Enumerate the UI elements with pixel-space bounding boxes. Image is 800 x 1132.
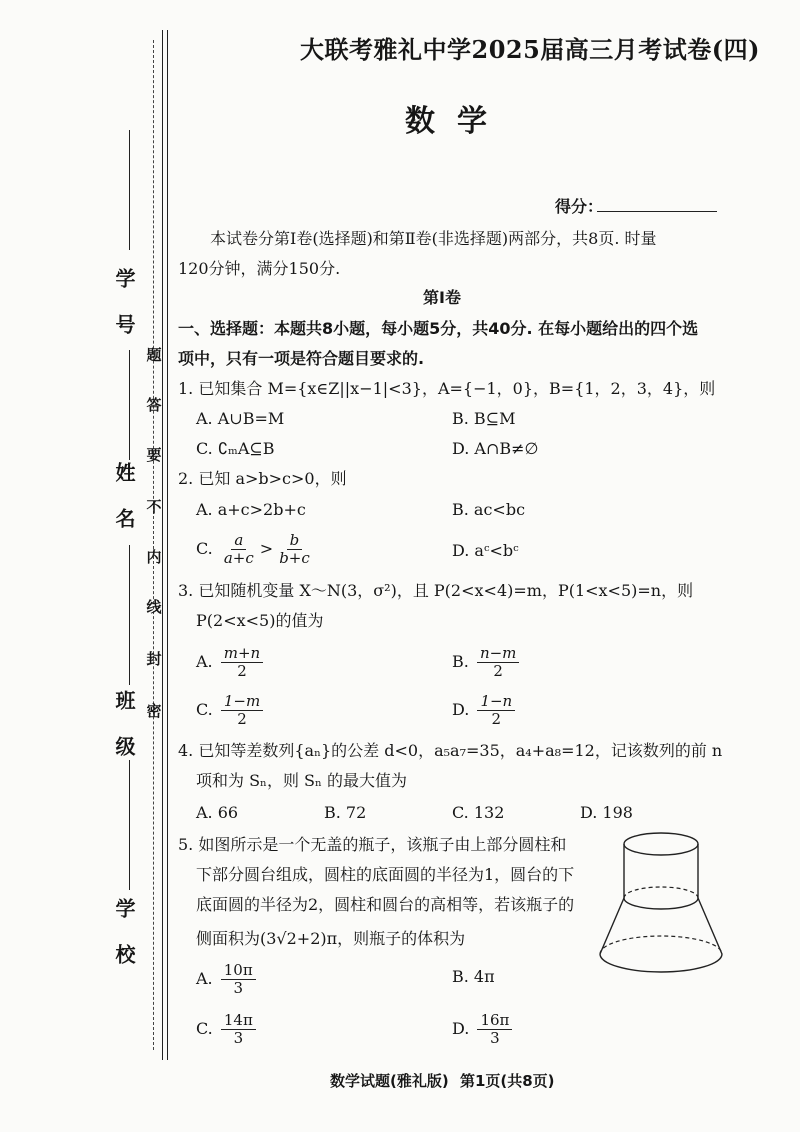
q5-a-prefix: A. xyxy=(196,969,213,988)
q3-option-d[interactable] xyxy=(452,693,518,728)
q3-c-den: 2 xyxy=(237,710,247,728)
frustum-right-side xyxy=(698,898,722,954)
q3-b-num: n−m xyxy=(477,645,519,663)
joint-front-arc xyxy=(624,898,698,909)
q5-d-den: 3 xyxy=(490,1029,500,1047)
q5-stem-2: 下部分圆台组成，圆柱的底面圆的半径为1，圆台的下 xyxy=(196,865,575,884)
q3-option-b[interactable] xyxy=(452,645,522,680)
blank-class[interactable] xyxy=(129,545,130,685)
footer-subject: 数学试题(雅礼版) xyxy=(330,1072,449,1090)
intro-line-2: 120分钟，满分150分. xyxy=(178,259,341,278)
q4-stem-2: 项和为 Sₙ，则 Sₙ 的最大值为 xyxy=(196,771,408,790)
subject-heading: 数学 xyxy=(405,104,509,139)
q5-d-num: 16π xyxy=(477,1012,512,1030)
section-line-1: 一、选择题：本题共8小题，每小题5分，共40分. 在每小题给出的四个选 xyxy=(178,319,699,338)
blank-name[interactable] xyxy=(129,350,130,460)
label-student-id xyxy=(110,268,134,360)
q2-c-fraction-1 xyxy=(221,532,257,567)
part-heading: 第Ⅰ卷 xyxy=(423,288,461,307)
q4-option-b[interactable]: B. 72 xyxy=(324,803,367,822)
label-class-text: 班级 xyxy=(112,690,136,782)
q4-option-c[interactable]: C. 132 xyxy=(452,803,505,822)
q2-option-b[interactable]: B. ac<bc xyxy=(452,500,526,519)
q2-option-a[interactable]: A. a+c>2b+c xyxy=(196,500,306,519)
seal-char-1: 密 xyxy=(146,702,162,720)
q2-option-c[interactable] xyxy=(196,532,316,567)
q5-stem-4: 侧面积为(3√2+2)π，则瓶子的体积为 xyxy=(196,929,466,948)
bottle-top-rim xyxy=(624,833,698,855)
q3-b-den: 2 xyxy=(493,662,503,680)
q2-c-num-2: b xyxy=(287,532,303,550)
q1-stem: 1. 已知集合 M={x∈Z||x−1|<3}，A={−1，0}，B={1，2，3，4}，则 xyxy=(178,379,716,398)
q3-c-prefix: C. xyxy=(196,700,213,719)
q3-a-prefix: A. xyxy=(196,652,213,671)
q1-option-d[interactable]: D. A∩B≠∅ xyxy=(452,439,539,458)
q3-d-num: 1−n xyxy=(477,693,515,711)
seal-char-6: 要 xyxy=(146,446,162,464)
q3-option-c[interactable] xyxy=(196,693,266,728)
q5-stem-3: 底面圆的半径为2，圆柱和圆台的高相等，若该瓶子的 xyxy=(196,895,575,914)
q5-c-den: 3 xyxy=(233,1029,244,1047)
page-footer xyxy=(330,1070,561,1091)
blank-student-id[interactable] xyxy=(129,130,130,250)
label-class xyxy=(110,690,134,782)
q2-c-den-1: a+c xyxy=(223,549,254,567)
blank-school[interactable] xyxy=(129,760,130,890)
score-label: 得分： xyxy=(555,197,604,216)
label-school-text: 学校 xyxy=(112,898,136,990)
seal-char-4: 内 xyxy=(146,548,162,566)
bottle-figure xyxy=(596,820,726,990)
q3-b-prefix: B. xyxy=(452,652,469,671)
q3-a-fraction xyxy=(221,645,263,680)
q1-option-c[interactable]: C. ∁ₘA⊆B xyxy=(196,439,275,458)
bottom-back-arc xyxy=(600,936,722,954)
q5-d-fraction xyxy=(477,1012,512,1047)
q3-d-den: 2 xyxy=(491,710,502,728)
footer-page-number: 第1页(共8页) xyxy=(459,1072,555,1090)
q5-d-prefix: D. xyxy=(452,1019,470,1038)
seal-dashed-line xyxy=(153,40,154,1050)
section-line-2: 项中，只有一项是符合题目要求的. xyxy=(178,349,425,368)
exam-title: 大联考雅礼中学2025届高三月考试卷(四) xyxy=(300,35,761,64)
joint-back-arc xyxy=(624,887,698,898)
q2-stem: 2. 已知 a>b>c>0，则 xyxy=(178,469,347,488)
seal-char-8: 题 xyxy=(146,346,162,364)
seal-char-7: 答 xyxy=(146,396,162,414)
q1-option-a[interactable]: A. A∪B=M xyxy=(196,409,285,428)
label-name xyxy=(110,462,134,554)
label-student-id-text: 学号 xyxy=(112,268,136,360)
q5-option-d[interactable] xyxy=(452,1012,515,1047)
q3-d-prefix: D. xyxy=(452,700,470,719)
score-input-line[interactable] xyxy=(597,211,717,212)
q2-c-den-2: b+c xyxy=(279,549,310,567)
seal-char-2: 封 xyxy=(146,650,162,668)
q3-b-fraction xyxy=(477,645,519,680)
q4-option-d[interactable]: D. 198 xyxy=(580,803,633,822)
q4-stem-1: 4. 已知等差数列{aₙ}的公差 d<0，a₅a₇=35，a₄+a₈=12，记该数列的前 n xyxy=(178,741,723,760)
q3-a-num: m+n xyxy=(221,645,263,663)
q3-c-num: 1−m xyxy=(221,693,263,711)
q5-a-fraction xyxy=(221,962,256,997)
q3-a-den: 2 xyxy=(237,662,247,680)
q5-stem-1: 5. 如图所示是一个无盖的瓶子，该瓶子由上部分圆柱和 xyxy=(178,835,567,854)
q5-c-num: 14π xyxy=(221,1012,256,1030)
label-name-text: 姓名 xyxy=(112,462,136,554)
q5-a-den: 3 xyxy=(233,979,243,997)
margin-rule-outer xyxy=(162,30,163,1060)
q5-a-num: 10π xyxy=(221,962,256,980)
q3-option-a[interactable] xyxy=(196,645,266,680)
seal-char-3: 线 xyxy=(146,598,162,616)
q5-option-b[interactable]: B. 4π xyxy=(452,967,495,986)
label-school xyxy=(110,898,134,990)
q2-c-fraction-2 xyxy=(276,532,313,567)
q2-c-prefix: C. xyxy=(196,539,213,558)
margin-rule-inner xyxy=(167,30,168,1060)
q5-option-a[interactable] xyxy=(196,962,259,997)
q3-c-fraction xyxy=(221,693,263,728)
q2-c-operator: > xyxy=(259,539,274,558)
q2-c-num-1: a xyxy=(231,532,246,550)
frustum-left-side xyxy=(600,898,624,954)
q1-option-b[interactable]: B. B⊆M xyxy=(452,409,516,428)
bottom-front-arc xyxy=(600,954,722,972)
q3-stem-1: 3. 已知随机变量 X～N(3，σ²)，且 P(2<x<4)=m，P(1<x<5)=n，则 xyxy=(178,581,694,600)
q3-stem-2: P(2<x<5)的值为 xyxy=(196,611,324,630)
intro-line-1: 本试卷分第Ⅰ卷(选择题)和第Ⅱ卷(非选择题)两部分，共8页. 时量 xyxy=(210,229,657,248)
q5-c-fraction xyxy=(221,1012,256,1047)
seal-char-5: 不 xyxy=(146,498,162,516)
q4-option-a[interactable]: A. 66 xyxy=(196,803,239,822)
q2-option-d[interactable]: D. aᶜ<bᶜ xyxy=(452,541,519,560)
q3-d-fraction xyxy=(477,693,515,728)
q5-c-prefix: C. xyxy=(196,1019,213,1038)
q5-option-c[interactable] xyxy=(196,1012,259,1047)
